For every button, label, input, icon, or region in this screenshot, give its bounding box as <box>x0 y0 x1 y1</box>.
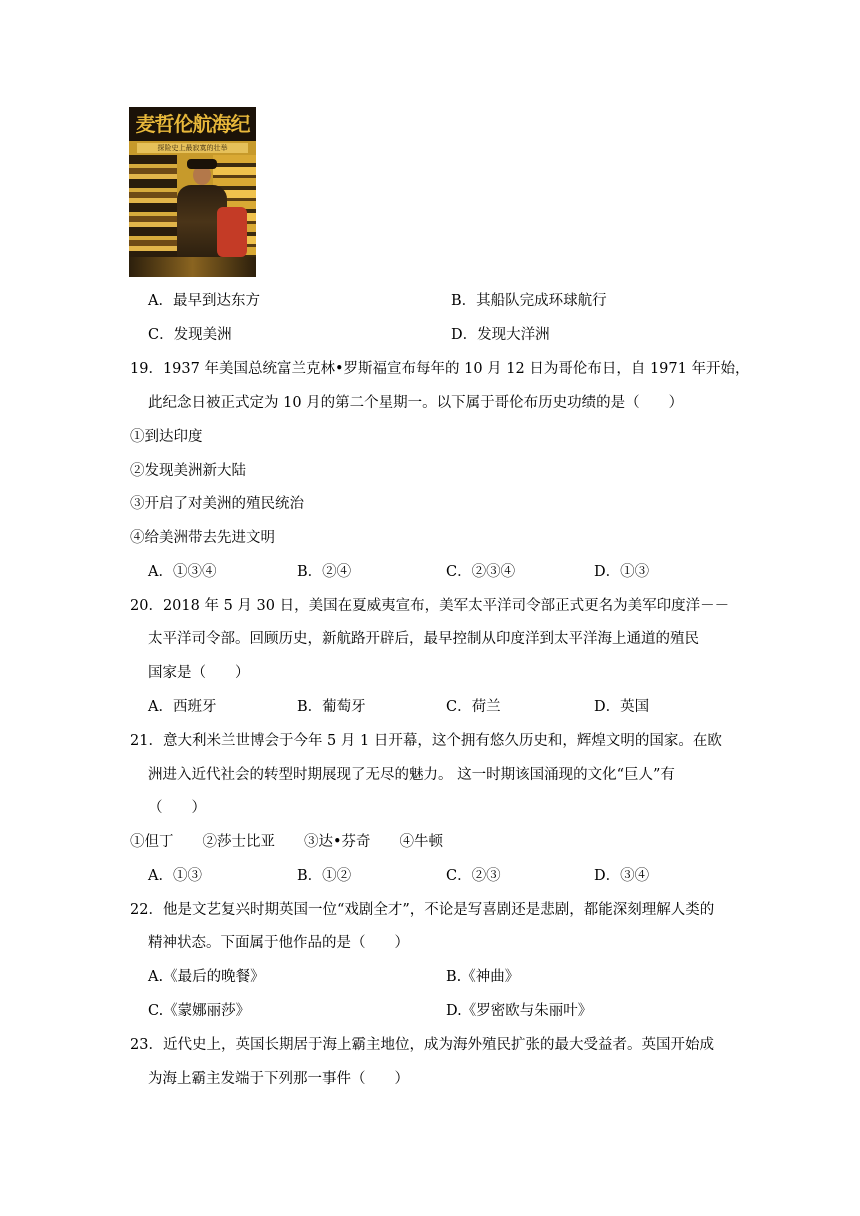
cover-figure-hat <box>187 159 217 169</box>
q18-option-b: B．其船队完成环球航行 <box>451 293 607 309</box>
q19-option-c: C．②③④ <box>446 564 516 580</box>
q21-stem-line3: （ ） <box>148 800 206 816</box>
q18-option-d: D．发现大洋洲 <box>451 327 550 343</box>
q23-stem-line2: 为海上霸主发端于下列那一事件（ ） <box>148 1071 409 1087</box>
q19-option-d: D．①③ <box>594 564 650 580</box>
q20-stem-line2: 太平洋司令部。回顾历史，新航路开辟后，最早控制从印度洋到太平洋海上通道的殖民 <box>148 631 699 647</box>
q19-item-2: ②发现美洲新大陆 <box>130 463 246 479</box>
q19-option-b: B．②④ <box>297 564 352 580</box>
q19-stem-line1: 19．1937 年美国总统富兰克林•罗斯福宣布每年的 10 月 12 日为哥伦布日，自 1971 年开始， <box>130 361 750 377</box>
q20-option-d: D．英国 <box>594 699 650 715</box>
q19-item-1: ①到达印度 <box>130 429 203 445</box>
q22-option-d: D.《罗密欧与朱丽叶》 <box>446 1003 593 1019</box>
q22-option-c: C.《蒙娜丽莎》 <box>148 1003 251 1019</box>
q20-option-a: A．西班牙 <box>148 699 217 715</box>
q22-option-a: A.《最后的晚餐》 <box>148 969 265 985</box>
q19-item-3: ③开启了对美洲的殖民统治 <box>130 496 304 512</box>
magellan-book-cover-image <box>129 107 256 277</box>
q22-stem-line1: 22．他是文艺复兴时期英国一位“戏剧全才”，不论是写喜剧还是悲剧，都能深刻理解人类的 <box>130 902 715 918</box>
q21-option-b: B．①② <box>297 868 352 884</box>
q21-stem-line1: 21．意大利米兰世博会于今年 5 月 1 日开幕，这个拥有悠久历史和，辉煌文明的国家。在欧 <box>130 733 722 749</box>
q20-option-c: C．荷兰 <box>446 699 501 715</box>
q19-option-a: A．①③④ <box>148 564 217 580</box>
q21-stem-line2: 洲进入近代社会的转型时期展现了无尽的魅力。 这一时期该国涌现的文化“巨人”有 <box>148 767 675 783</box>
q22-stem-line2: 精神状态。下面属于他作品的是（ ） <box>148 935 409 951</box>
q21-option-d: D．③④ <box>594 868 650 884</box>
q18-option-a: A．最早到达东方 <box>148 293 260 309</box>
q21-items: ①但丁 ②莎士比亚 ③达•芬奇 ④牛顿 <box>130 834 444 850</box>
q19-stem-line2: 此纪念日被正式定为 10 月的第二个星期一。以下属于哥伦布历史功绩的是（ ） <box>148 395 684 411</box>
q22-option-b: B.《神曲》 <box>446 969 520 985</box>
q21-option-c: C．②③ <box>446 868 501 884</box>
cover-title: 麦哲伦航海纪 <box>129 107 256 141</box>
q20-option-b: B．葡萄牙 <box>297 699 366 715</box>
cover-subtitle: 探险史上最寂寞的壮举 <box>137 143 248 153</box>
cover-figure-arm <box>217 207 247 257</box>
q19-item-4: ④给美洲带去先进文明 <box>130 530 275 546</box>
q23-stem-line1: 23．近代史上，英国长期居于海上霸主地位，成为海外殖民扩张的最大受益者。英国开始成 <box>130 1037 714 1053</box>
q20-stem-line1: 20．2018 年 5 月 30 日，美国在夏威夷宣布，美军太平洋司令部正式更名为美军印度洋－－ <box>130 598 730 614</box>
q20-stem-line3: 国家是（ ） <box>148 665 250 681</box>
q21-option-a: A．①③ <box>148 868 202 884</box>
cover-bottom-band <box>129 257 256 277</box>
q18-option-c: C．发现美洲 <box>148 327 232 343</box>
